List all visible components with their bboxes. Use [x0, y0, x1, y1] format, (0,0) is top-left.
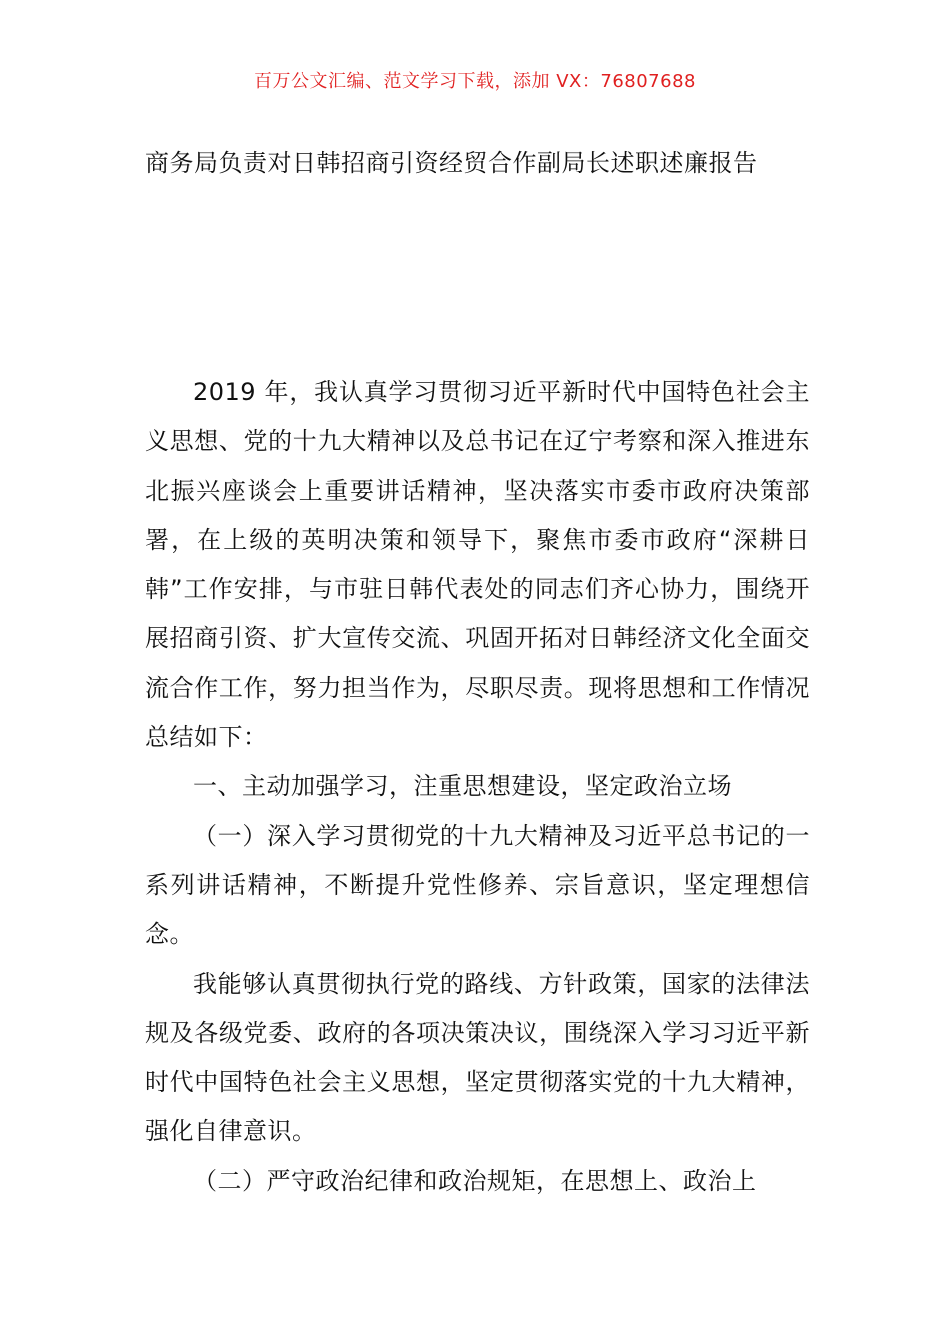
paragraph-body: 我能够认真贯彻执行党的路线、方针政策，国家的法律法规及各级党委、政府的各项决策决议，围绕深入学习习近平新时代中国特色社会主义思想，坚定贯彻落实党的十九大精神，强化自律意识。	[145, 969, 810, 1146]
header-watermark-note: 百万公文汇编、范文学习下载，添加 VX：76807688	[254, 71, 696, 92]
document-body	[145, 368, 810, 1206]
subsection-heading-1: （一）深入学习贯彻党的十九大精神及习近平总书记的一系列讲话精神，不断提升党性修养、宗旨意识，坚定理想信念。	[145, 821, 810, 949]
document-title: 商务局负责对日韩招商引资经贸合作副局长述职述廉报告	[145, 149, 758, 177]
subsection-heading-2: （二）严守政治纪律和政治规矩，在思想上、政治上	[193, 1166, 757, 1195]
section-heading-1: 一、主动加强学习，注重思想建设，坚定政治立场	[193, 772, 732, 801]
paragraph-intro: 2019 年，我认真学习贯彻习近平新时代中国特色社会主义思想、党的十九大精神以及总书记在辽宁考察和深入推进东北振兴座谈会上重要讲话精神，坚决落实市委市政府决策部署，在上级的英明决策和领导下，聚焦市委市政府“深耕日韩”工作安排，与市驻日韩代表处的同志们齐心协力，围绕开展招商引资、扩大宣传交流、巩固开拓对日韩经济文化全面交流合作工作，努力担当作为，尽职尽责。现将思想和工作情况总结如下：	[145, 378, 810, 752]
